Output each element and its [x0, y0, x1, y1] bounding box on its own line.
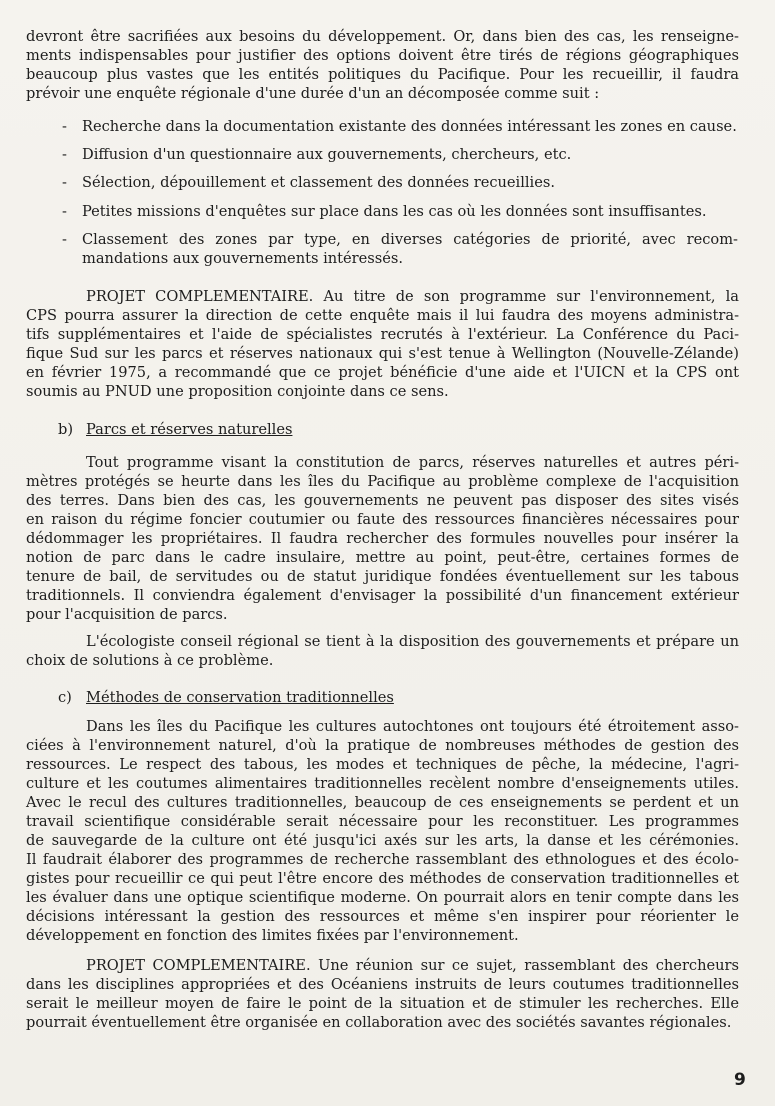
section-letter: b) [58, 421, 74, 438]
text-line: dans les disciplines appropriées et des Océaniens instruits de leurs coutumes traditionnelles [26, 976, 739, 993]
text-line: Avec le recul des cultures traditionnelles, beaucoup de ces enseignements se perdent et un [26, 794, 739, 811]
bullet-dash: - [62, 174, 67, 191]
text-line: traditionnels. Il conviendra également d'envisager la possibilité d'un financement extérieur [26, 587, 739, 604]
text-line: beaucoup plus vastes que les entités politiques du Pacifique. Pour les recueillir, il faudra [26, 66, 739, 83]
text-line: Tout programme visant la constitution de parcs, réserves naturelles et autres péri- [86, 454, 739, 471]
text-line: mètres protégés se heurte dans les îles du Pacifique au problème complexe de l'acquisition [26, 473, 739, 490]
section-title: Parcs et réserves naturelles [86, 421, 293, 438]
text-line: serait le meilleur moyen de faire le point de la situation et de stimuler les recherches. Elle [26, 995, 739, 1012]
text-line: dédommager les propriétaires. Il faudra rechercher des formules nouvelles pour insérer la [26, 530, 739, 547]
text-line: Il faudrait élaborer des programmes de recherche rassemblant des ethnologues et des écolo- [26, 851, 739, 868]
bullet-item: Recherche dans la documentation existante des données intéressant les zones en cause. [82, 118, 737, 135]
bullet-dash: - [62, 231, 67, 248]
section-title: Méthodes de conservation traditionnelles [86, 689, 394, 706]
text-line: ciées à l'environnement naturel, d'où la pratique de nombreuses méthodes de gestion des [26, 737, 739, 754]
bullet-item-continuation: mandations aux gouvernements intéressés. [82, 250, 404, 267]
text-line: de sauvegarde de la culture ont été jusqu'ici axés sur les arts, la danse et les cérémonies. [26, 832, 739, 849]
text-line: les évaluer dans une optique scientifique moderne. On pourrait alors en tenir compte dans les [26, 889, 739, 906]
text-line: décisions intéressant la gestion des ressources et même s'en inspirer pour réorienter le [26, 908, 739, 925]
bullet-dash: - [62, 146, 67, 163]
text-line: en février 1975, a recommandé que ce projet bénéficie d'une aide et l'UICN et la CPS ont [26, 364, 739, 381]
bullet-item: Classement des zones par type, en diverses catégories de priorité, avec recom- [82, 231, 738, 248]
text-line: PROJET COMPLEMENTAIRE. Une réunion sur ce sujet, rassemblant des chercheurs [86, 957, 739, 974]
text-line: pourrait éventuellement être organisée en collaboration avec des sociétés savantes régionales. [26, 1014, 732, 1031]
text-line: gistes pour recueillir ce qui peut l'être encore des méthodes de conservation traditionnelles et [26, 870, 739, 887]
text-line: des terres. Dans bien des cas, les gouvernements ne peuvent pas disposer des sites visés [26, 492, 739, 509]
text-line: ressources. Le respect des tabous, les modes et techniques de pêche, la médecine, l'agri- [26, 756, 739, 773]
bullet-item: Diffusion d'un questionnaire aux gouvernements, chercheurs, etc. [82, 146, 572, 163]
text-line: pour l'acquisition de parcs. [26, 606, 228, 623]
text-line: CPS pourra assurer la direction de cette enquête mais il lui faudra des moyens administra- [26, 307, 739, 324]
text-line: ments indispensables pour justifier des options doivent être tirés de régions géographiques [26, 47, 739, 64]
text-line: Dans les îles du Pacifique les cultures autochtones ont toujours été étroitement asso- [86, 718, 739, 735]
bullet-item: Petites missions d'enquêtes sur place dans les cas où les données sont insuffisantes. [82, 203, 707, 220]
bullet-item: Sélection, dépouillement et classement des données recueillies. [82, 174, 555, 191]
text-line: tifs supplémentaires et l'aide de spécialistes recrutés à l'extérieur. La Conférence du Paci- [26, 326, 739, 343]
text-line: soumis au PNUD une proposition conjointe dans ce sens. [26, 383, 449, 400]
text-line: L'écologiste conseil régional se tient à la disposition des gouvernements et prépare un [86, 633, 739, 650]
text-line: choix de solutions à ce problème. [26, 652, 274, 669]
text-line: développement en fonction des limites fixées par l'environnement. [26, 927, 519, 944]
text-line: en raison du régime foncier coutumier ou faute des ressources financières nécessaires pour [26, 511, 739, 528]
text-line: fique Sud sur les parcs et réserves nationaux qui s'est tenue à Wellington (Nouvelle-Zélande) [26, 345, 739, 362]
text-line: prévoir une enquête régionale d'une durée d'un an décomposée comme suit : [26, 85, 600, 102]
page-number: 9 [734, 1070, 746, 1090]
text-line: travail scientifique considérable serait nécessaire pour les reconstituer. Les programmes [26, 813, 739, 830]
section-letter: c) [58, 689, 72, 706]
text-line: notion de parc dans le cadre insulaire, mettre au point, peut-être, certaines formes de [26, 549, 739, 566]
text-line: tenure de bail, de servitudes ou de statut juridique fondées éventuellement sur les tabous [26, 568, 739, 585]
text-line: PROJET COMPLEMENTAIRE. Au titre de son programme sur l'environnement, la [86, 288, 739, 305]
bullet-dash: - [62, 118, 67, 135]
text-line: culture et les coutumes alimentaires traditionnelles recèlent nombre d'enseignements utiles. [26, 775, 739, 792]
text-line: devront être sacrifiées aux besoins du développement. Or, dans bien des cas, les renseigne- [26, 28, 739, 45]
bullet-dash: - [62, 203, 67, 220]
